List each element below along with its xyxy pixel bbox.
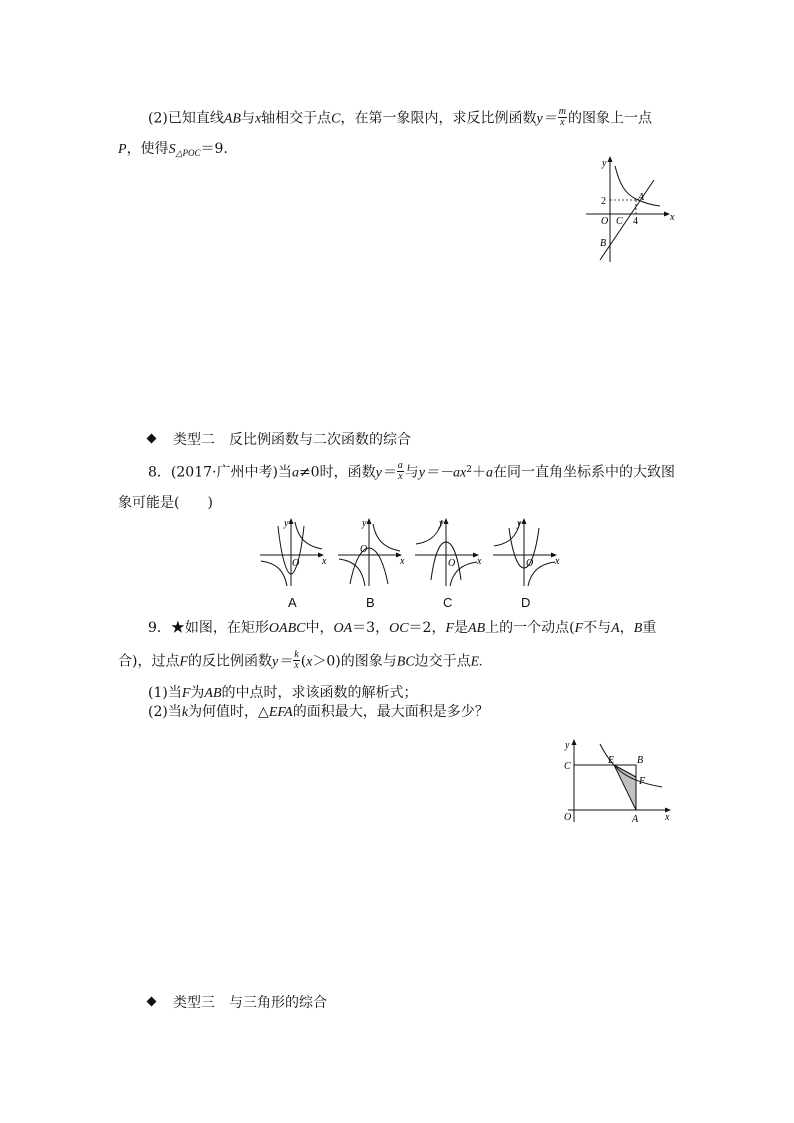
diamond-bullet-icon xyxy=(147,997,157,1007)
opt-B-y-label: y xyxy=(362,518,367,529)
fig2-point-F: F xyxy=(639,776,646,787)
option-D-label: D xyxy=(521,595,531,610)
option-C-graph xyxy=(413,514,487,588)
opt-B-x-label: x xyxy=(400,556,405,567)
fraction-a-over-x: $\frac{a}{x}$ xyxy=(397,460,403,482)
y-arrow-icon xyxy=(367,518,372,524)
figure-line-and-hyperbola xyxy=(582,152,682,264)
y-arrow-icon xyxy=(444,518,449,524)
q9-line2: 合)，过点F的反比例函数y＝ $\frac{k}{x}$ (x＞0)的图象与BC边交于点E. xyxy=(118,649,483,671)
opt-B-origin: O xyxy=(360,544,368,555)
fig1-origin-label: O xyxy=(601,216,609,227)
fig2-origin: O xyxy=(564,812,572,823)
hyperbola-branch xyxy=(373,524,400,551)
section-heading-type3: 类型三 与三角形的综合 xyxy=(148,992,327,1012)
fraction-m-over-x: $\frac{m}{x}$ xyxy=(558,106,566,128)
opt-D-x-label: x xyxy=(555,556,560,567)
q9-part2: (2)当k为何值时，△EFA的面积最大，最大面积是多少？ xyxy=(148,704,489,720)
q9-part1: (1)当F为AB的中点时，求该函数的解析式； xyxy=(148,685,418,701)
y-arrow-icon xyxy=(289,518,294,524)
option-C-label: C xyxy=(443,595,453,610)
fig1-point-B: B xyxy=(600,238,607,249)
q7-part2-line1: (2)已知直线AB与x轴相交于点C，在第一象限内，求反比例函数y＝ $\frac{m}{x}$ 的图象上一点 xyxy=(148,106,652,128)
opt-D-y-label: y xyxy=(517,518,522,529)
y-axis-arrow-icon xyxy=(608,156,613,162)
section-heading-type2: 类型二 反比例函数与二次函数的综合 xyxy=(148,429,411,449)
fig1-y-label: y xyxy=(602,158,607,169)
fig2-x-label: x xyxy=(665,812,670,823)
fig1-tick-2: 2 xyxy=(601,196,606,207)
opt-C-x-label: x xyxy=(477,556,482,567)
fig2-point-A: A xyxy=(632,814,639,825)
hyperbola-branch xyxy=(295,522,322,549)
option-B-label: B xyxy=(366,595,375,610)
option-B-graph xyxy=(336,514,410,588)
fig1-x-label: x xyxy=(670,212,675,223)
opt-A-x-label: x xyxy=(322,556,327,567)
fig1-tick-4: 4 xyxy=(633,216,638,227)
hyperbola-branch xyxy=(261,561,287,586)
diamond-bullet-icon xyxy=(147,434,157,444)
figure-rectangle-hyperbola xyxy=(558,734,682,826)
opt-C-y-label: y xyxy=(439,518,444,529)
opt-A-y-label: y xyxy=(284,518,289,529)
y-arrow-icon xyxy=(522,518,527,524)
option-A-label: A xyxy=(288,595,297,610)
q7-part2-line2: P，使得$S_{\triangle POC}=9$. xyxy=(118,141,228,158)
opt-D-origin: O xyxy=(526,558,534,569)
triangle-EFA-shaded xyxy=(614,765,636,810)
fraction-k-over-x: $\frac{k}{x}$ xyxy=(294,649,299,671)
opt-A-origin: O xyxy=(292,558,300,569)
fig2-point-B: B xyxy=(637,755,644,766)
y-axis-arrow-icon xyxy=(572,739,577,745)
q8-line2: 象可能是( ) xyxy=(118,495,213,511)
fig1-point-C: C xyxy=(616,216,623,227)
fig1-point-A: A xyxy=(638,192,645,203)
opt-C-origin: O xyxy=(448,558,456,569)
option-D-graph xyxy=(491,514,565,588)
hyperbola-branch xyxy=(339,559,365,586)
q8-line1: 8．(2017·广州中考)当a≠0时，函数y＝ $\frac{a}{x}$ 与$y=-ax^2+a$在同一直角坐标系中的大致图 xyxy=(148,460,675,482)
fig2-y-label: y xyxy=(565,740,570,751)
fig2-point-E: E xyxy=(608,755,615,766)
option-A-graph xyxy=(258,514,332,588)
q9-line1: 9．★如图，在矩形OABC中，OA＝3，OC＝2，F是AB上的一个动点(F不与A，B重 xyxy=(148,620,657,636)
fig2-point-C: C xyxy=(564,761,571,772)
